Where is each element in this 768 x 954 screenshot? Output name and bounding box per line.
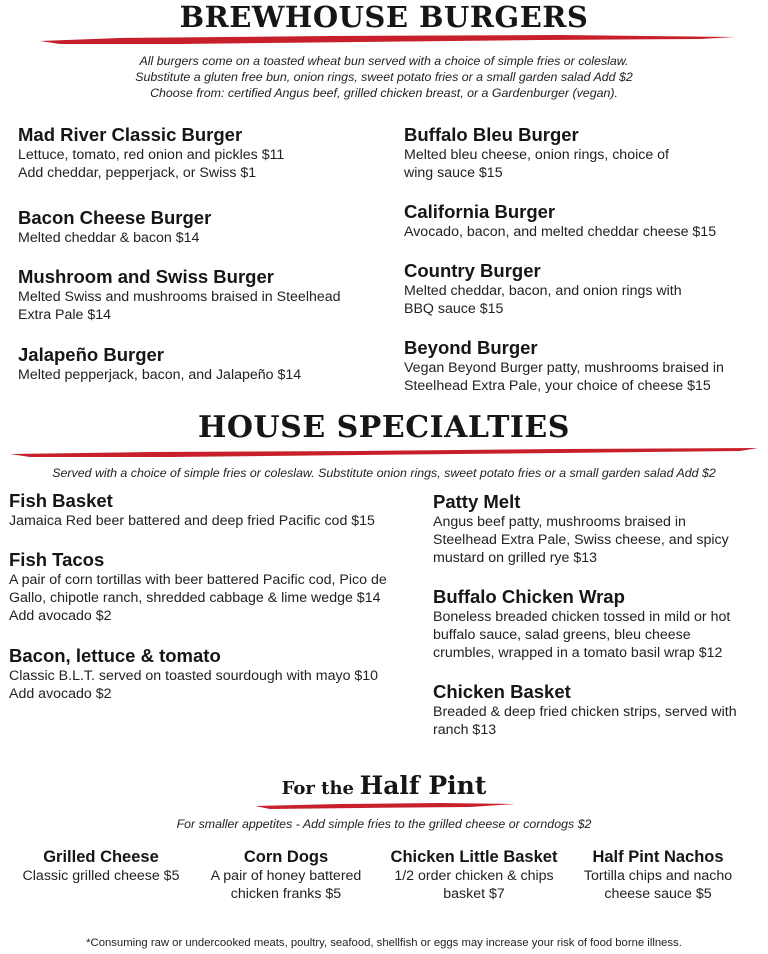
kids-item-chicken-little-basket <box>376 847 572 903</box>
item-name: Buffalo Chicken Wrap <box>433 586 625 607</box>
half-pint-title-big: Half Pint <box>359 771 487 800</box>
menu-item-beyond-burger <box>404 337 724 395</box>
kids-item-grilled-cheese <box>0 847 202 885</box>
item-name: Fish Tacos <box>9 549 105 570</box>
menu-item-chicken-basket <box>433 681 737 739</box>
menu-item-jalapeno-burger <box>18 344 301 384</box>
item-name: Patty Melt <box>433 491 521 512</box>
kids-item-corn-dogs <box>188 847 384 903</box>
menu-item-buffalo-bleu-burger <box>404 124 669 182</box>
brewhouse-intro-2: Substitute a gluten free bun, onion rings, sweet potato fries or a small garden salad Add $2 <box>135 70 633 84</box>
menu-item-mushroom-and-swiss-burger <box>18 266 341 324</box>
half-pint-title <box>0 771 768 800</box>
item-name: Beyond Burger <box>404 337 538 358</box>
item-name: Grilled Cheese <box>43 848 159 866</box>
red-brush-stroke <box>0 800 768 812</box>
menu-item-bacon-cheese-burger <box>18 207 211 247</box>
menu-item-patty-melt <box>433 491 729 567</box>
menu-item-mad-river-classic-burger <box>18 124 284 182</box>
item-description: Avocado, bacon, and melted cheddar cheese $15 <box>404 224 717 240</box>
item-description: Classic grilled cheese $5 <box>22 868 180 884</box>
brewhouse-intro-3: Choose from: certified Angus beef, grilled chicken breast, or a Gardenburger (vegan). <box>150 86 618 100</box>
item-description: Tortilla chips and nacho cheese sauce $5 <box>583 868 733 902</box>
item-name: Chicken Little Basket <box>390 848 558 866</box>
item-name: Bacon Cheese Burger <box>18 207 212 228</box>
food-safety-footnote: *Consuming raw or undercooked meats, poultry, seafood, shellfish or eggs may increase your risk of food borne illness. <box>86 937 682 949</box>
menu-item-country-burger <box>404 260 682 318</box>
item-name: Bacon, lettuce & tomato <box>9 645 221 666</box>
red-brush-stroke <box>0 445 768 459</box>
item-description: Melted cheddar & bacon $14 <box>18 230 200 246</box>
item-description: Lettuce, tomato, red onion and pickles $11 Add cheddar, pepperjack, or Swiss $1 <box>18 147 285 181</box>
item-name: Mushroom and Swiss Burger <box>18 266 274 287</box>
menu-item-blt <box>9 645 378 703</box>
item-name: Mad River Classic Burger <box>18 124 243 145</box>
item-name: Corn Dogs <box>243 848 329 866</box>
specialties-intro: Served with a choice of simple fries or coleslaw. Substitute onion rings, sweet potato fries or a small garden salad Add $2 <box>52 466 716 480</box>
brewhouse-intro-1: All burgers come on a toasted wheat bun served with a choice of simple fries or coleslaw. <box>139 54 629 68</box>
half-pint-title-small: For the <box>281 778 355 799</box>
item-description: Classic B.L.T. served on toasted sourdough with mayo $10 Add avocado $2 <box>9 668 379 702</box>
menu-item-buffalo-chicken-wrap <box>433 586 730 662</box>
item-name: Fish Basket <box>9 490 113 511</box>
half-pint-intro: For smaller appetites - Add simple fries to the grilled cheese or corndogs $2 <box>176 817 592 831</box>
item-description: Angus beef patty, mushrooms braised in Steelhead Extra Pale, Swiss cheese, and spicy mustard on grilled rye $13 <box>433 514 729 566</box>
item-name: Country Burger <box>404 260 541 281</box>
item-description: Jamaica Red beer battered and deep fried Pacific cod $15 <box>9 513 375 529</box>
brewhouse-title: BREWHOUSE BURGERS <box>179 0 589 34</box>
item-description: Melted Swiss and mushrooms braised in Steelhead Extra Pale $14 <box>18 289 341 323</box>
item-description: 1/2 order chicken & chips basket $7 <box>394 868 554 902</box>
item-description: Melted pepperjack, bacon, and Jalapeño $14 <box>18 367 302 383</box>
item-name: Buffalo Bleu Burger <box>404 124 579 145</box>
specialties-title: HOUSE SPECIALTIES <box>198 410 570 445</box>
menu-item-fish-tacos <box>9 549 387 625</box>
item-description: Melted bleu cheese, onion rings, choice of wing sauce $15 <box>404 147 669 181</box>
item-name: Half Pint Nachos <box>592 848 724 866</box>
item-description: A pair of corn tortillas with beer battered Pacific cod, Pico de Gallo, chipotle ranch, shredded cabbage & lime wedge $14 Add avocado $2 <box>9 572 387 624</box>
item-description: Melted cheddar, bacon, and onion rings with BBQ sauce $15 <box>404 283 682 317</box>
item-name: California Burger <box>404 201 556 222</box>
menu-item-fish-basket <box>9 490 375 530</box>
menu-item-california-burger <box>404 201 716 241</box>
item-description: Breaded & deep fried chicken strips, served with ranch $13 <box>433 704 737 738</box>
item-description: A pair of honey battered chicken franks $5 <box>210 868 362 902</box>
item-name: Jalapeño Burger <box>18 344 164 365</box>
kids-item-half-pint-nachos <box>560 847 756 903</box>
item-name: Chicken Basket <box>433 681 571 702</box>
red-brush-stroke <box>0 33 768 47</box>
item-description: Boneless breaded chicken tossed in mild or hot buffalo sauce, salad greens, bleu cheese crumbles, wrapped in a tomato basil wrap $12 <box>433 609 731 661</box>
item-description: Vegan Beyond Burger patty, mushrooms braised in Steelhead Extra Pale, your choice of cheese $15 <box>404 360 724 394</box>
